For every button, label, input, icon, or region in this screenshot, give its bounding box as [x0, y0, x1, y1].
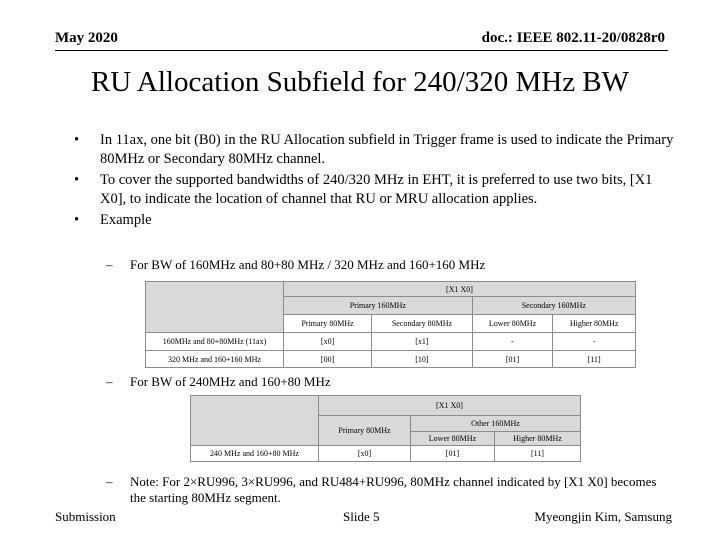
note-bullet [106, 474, 666, 506]
bullet-dot: • [74, 172, 80, 188]
header-date: May 2020 [55, 30, 118, 46]
bullet-item [74, 211, 674, 230]
bullet-dot: • [74, 212, 80, 228]
table-col-header: Primary 80MHz [284, 315, 372, 333]
table-group-header: Secondary 160MHz [472, 297, 635, 315]
table-cell: [x0] [284, 333, 372, 351]
table-top-header: [X1 X0] [284, 282, 636, 297]
bullet-list [74, 131, 674, 233]
bullet-text: Example [100, 212, 152, 228]
sub-bullet-text: For BW of 240MHz and 160+80 MHz [130, 374, 331, 389]
sub-bullet-160-320 [106, 257, 485, 273]
table-cell: [11] [494, 446, 580, 462]
table-col-header: Secondary 80MHz [372, 315, 473, 333]
ru-table-240 [190, 395, 581, 462]
table-blank-cell [191, 396, 319, 446]
bullet-item [74, 131, 674, 168]
table-row [146, 351, 636, 368]
table-col-header: Lower 80MHz [472, 315, 553, 333]
table-cell: - [472, 333, 553, 351]
header-rule [55, 50, 668, 51]
table-cell: [x0] [319, 446, 411, 462]
sub-bullet-dash: – [106, 257, 113, 272]
ru-table-160-320 [145, 281, 636, 368]
table-row [146, 333, 636, 351]
footer-slide-number: Slide 5 [343, 509, 380, 524]
table-cell: [00] [284, 351, 372, 368]
sub-bullet-240 [106, 374, 331, 390]
bullet-item [74, 171, 674, 208]
table-row-label: 320 MHz and 160+160 MHz [146, 351, 284, 368]
table-group-header: Primary 160MHz [284, 297, 473, 315]
table-cell: - [553, 333, 636, 351]
sub-bullet-text: For BW of 160MHz and 80+80 MHz / 320 MHz and 160+160 MHz [130, 257, 486, 272]
table-col-header: Higher 80MHz [494, 432, 580, 446]
table-top-header: [X1 X0] [319, 396, 581, 416]
bullet-text: In 11ax, one bit (B0) in the RU Allocation subfield in Trigger frame is used to indicate the Primary 80MHz or Secondary 80MHz channel. [100, 132, 674, 167]
table-cell: [10] [372, 351, 473, 368]
table-cell: [11] [553, 351, 636, 368]
note-text: Note: For 2×RU996, 3×RU996, and RU484+RU996, 80MHz channel indicated by [X1 X0] becomes the starting 80MHz segment. [130, 474, 657, 505]
bullet-text: To cover the supported bandwidths of 240/320 MHz in EHT, it is preferred to use two bits, [X1 X0], to indicate the location of channel that RU or MRU allocation applies. [100, 172, 653, 207]
sub-bullet-dash: – [106, 474, 113, 489]
slide-title: RU Allocation Subfield for 240/320 MHz BW [90, 66, 630, 98]
table-col-header: Lower 80MHz [411, 432, 495, 446]
footer-submission: Submission [55, 509, 116, 524]
table-blank-cell [146, 282, 284, 333]
table-cell: [x1] [372, 333, 473, 351]
table-row-label: 160MHz and 80+80MHz (11ax) [146, 333, 284, 351]
table-row-label: 240 MHz and 160+80 MHz [191, 446, 319, 462]
table-cell: [01] [411, 446, 495, 462]
table-cell: [01] [472, 351, 553, 368]
table-group-header: Primary 80MHz [319, 416, 411, 446]
bullet-dot: • [74, 132, 80, 148]
table-group-header: Other 160MHz [411, 416, 581, 432]
table-col-header: Higher 80MHz [553, 315, 636, 333]
header-doc-number: doc.: IEEE 802.11-20/0828r0 [481, 30, 665, 46]
sub-bullet-dash: – [106, 374, 113, 389]
table-row [191, 446, 581, 462]
footer-author: Myeongjin Kim, Samsung [534, 509, 672, 524]
